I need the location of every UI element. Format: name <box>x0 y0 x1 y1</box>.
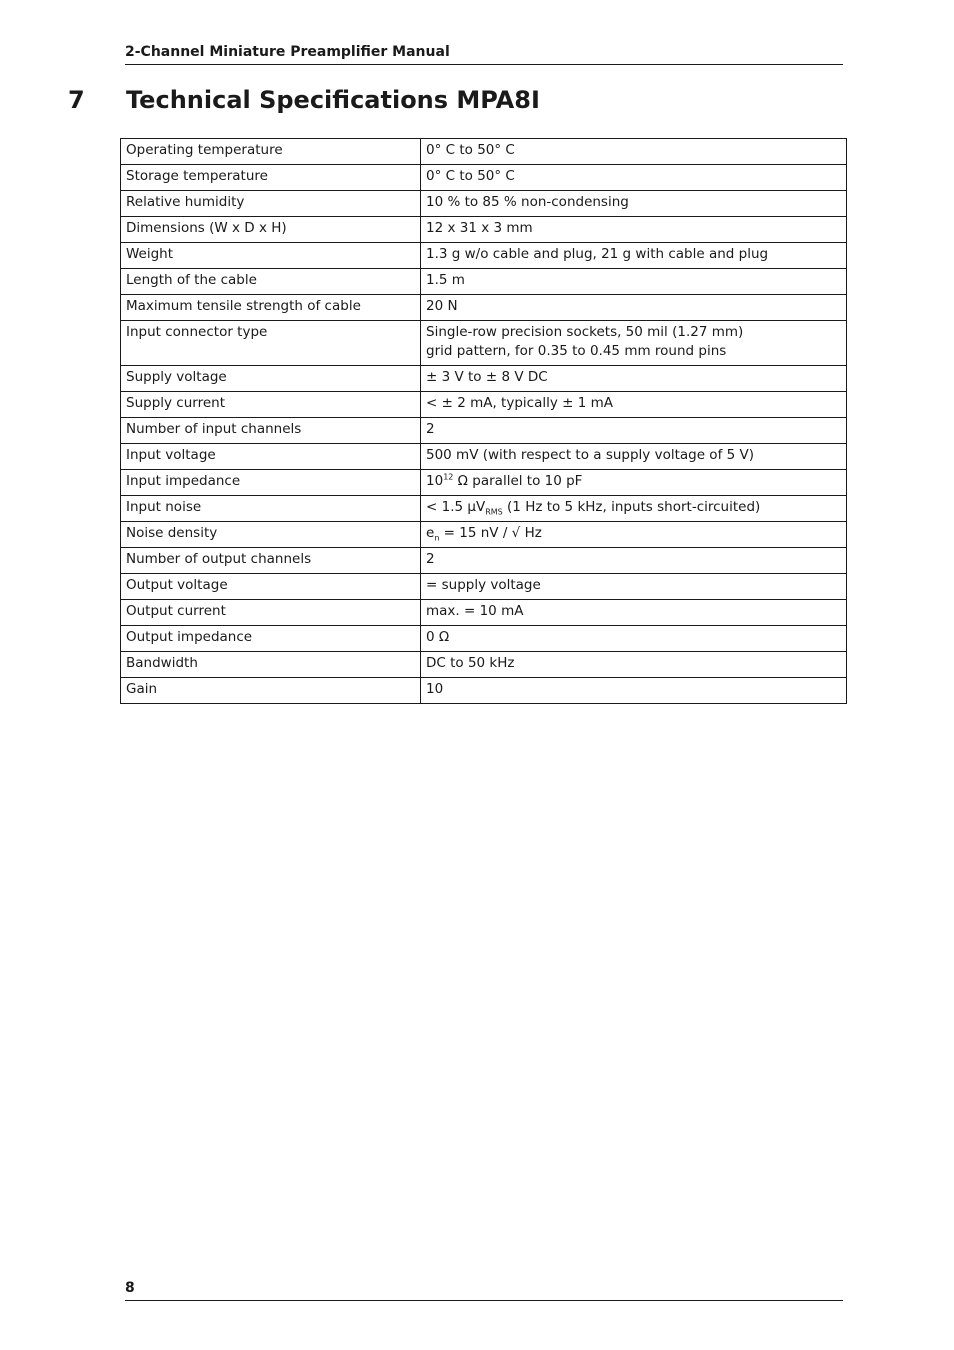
table-row <box>121 496 847 522</box>
spec-label: Gain <box>121 678 421 704</box>
section-heading <box>68 86 848 114</box>
spec-value: = supply voltage <box>421 574 847 600</box>
spec-label: Input noise <box>121 496 421 522</box>
table-row <box>121 321 847 366</box>
spec-value-base: 10 <box>426 473 444 489</box>
spec-label: Operating temperature <box>121 139 421 165</box>
spec-label: Supply current <box>121 392 421 418</box>
spec-label: Number of input channels <box>121 418 421 444</box>
spec-value: 10 <box>421 678 847 704</box>
table-row <box>121 522 847 548</box>
table-row <box>121 652 847 678</box>
table-row <box>121 678 847 704</box>
spec-value-rest: Ω parallel to 10 pF <box>453 473 583 489</box>
spec-value-base: < 1.5 µV <box>426 499 486 515</box>
spec-label: Number of output channels <box>121 548 421 574</box>
spec-value: 1.3 g w/o cable and plug, 21 g with cable and plug <box>421 243 847 269</box>
spec-value <box>421 470 847 496</box>
spec-label: Output current <box>121 600 421 626</box>
running-footer <box>125 1280 843 1301</box>
spec-value: 10 % to 85 % non-condensing <box>421 191 847 217</box>
manual-title: 2-Channel Miniature Preamplifier Manual <box>125 44 450 60</box>
spec-value: DC to 50 kHz <box>421 652 847 678</box>
table-row <box>121 600 847 626</box>
spec-value: 0 Ω <box>421 626 847 652</box>
table-row <box>121 626 847 652</box>
spec-value: max. = 10 mA <box>421 600 847 626</box>
spec-label: Maximum tensile strength of cable <box>121 295 421 321</box>
spec-value <box>421 496 847 522</box>
spec-label: Input impedance <box>121 470 421 496</box>
spec-value: 2 <box>421 418 847 444</box>
spec-value-line2: grid pattern, for 0.35 to 0.45 mm round pins <box>426 343 727 359</box>
table-row <box>121 191 847 217</box>
table-row <box>121 418 847 444</box>
spec-value-subscript: RMS <box>485 507 503 517</box>
spec-label: Storage temperature <box>121 165 421 191</box>
spec-label: Supply voltage <box>121 366 421 392</box>
spec-value-superscript: 12 <box>443 472 454 482</box>
spec-value: 0° C to 50° C <box>421 139 847 165</box>
table-row <box>121 295 847 321</box>
spec-value: ± 3 V to ± 8 V DC <box>421 366 847 392</box>
spec-value-subscript: n <box>434 533 440 543</box>
spec-value: 1.5 m <box>421 269 847 295</box>
page-number: 8 <box>125 1280 135 1296</box>
table-row <box>121 574 847 600</box>
table-row <box>121 217 847 243</box>
spec-label: Output impedance <box>121 626 421 652</box>
table-row <box>121 392 847 418</box>
spec-value-line1: Single-row precision sockets, 50 mil (1.27 mm) <box>426 324 744 340</box>
table-row <box>121 470 847 496</box>
spec-label: Length of the cable <box>121 269 421 295</box>
section-number: 7 <box>68 86 85 114</box>
spec-label: Weight <box>121 243 421 269</box>
spec-label: Output voltage <box>121 574 421 600</box>
spec-value: 20 N <box>421 295 847 321</box>
running-header <box>125 44 843 65</box>
spec-value: 0° C to 50° C <box>421 165 847 191</box>
section-title: Technical Specifications MPA8I <box>126 86 540 114</box>
spec-label: Input connector type <box>121 321 421 366</box>
table-row <box>121 269 847 295</box>
table-row <box>121 243 847 269</box>
spec-value: < ± 2 mA, typically ± 1 mA <box>421 392 847 418</box>
spec-value: 12 x 31 x 3 mm <box>421 217 847 243</box>
table-row <box>121 139 847 165</box>
spec-value-rest: = 15 nV / √ Hz <box>439 525 542 541</box>
spec-label: Dimensions (W x D x H) <box>121 217 421 243</box>
spec-label: Noise density <box>121 522 421 548</box>
spec-value-base: e <box>426 525 435 541</box>
spec-value-rest: (1 Hz to 5 kHz, inputs short-circuited) <box>502 499 761 515</box>
spec-label: Relative humidity <box>121 191 421 217</box>
table-row <box>121 165 847 191</box>
spec-value <box>421 522 847 548</box>
table-row <box>121 548 847 574</box>
specifications-table <box>120 138 847 704</box>
spec-value: 2 <box>421 548 847 574</box>
spec-label: Bandwidth <box>121 652 421 678</box>
spec-value <box>421 321 847 366</box>
table-row <box>121 366 847 392</box>
spec-label: Input voltage <box>121 444 421 470</box>
spec-value: 500 mV (with respect to a supply voltage of 5 V) <box>421 444 847 470</box>
table-row <box>121 444 847 470</box>
